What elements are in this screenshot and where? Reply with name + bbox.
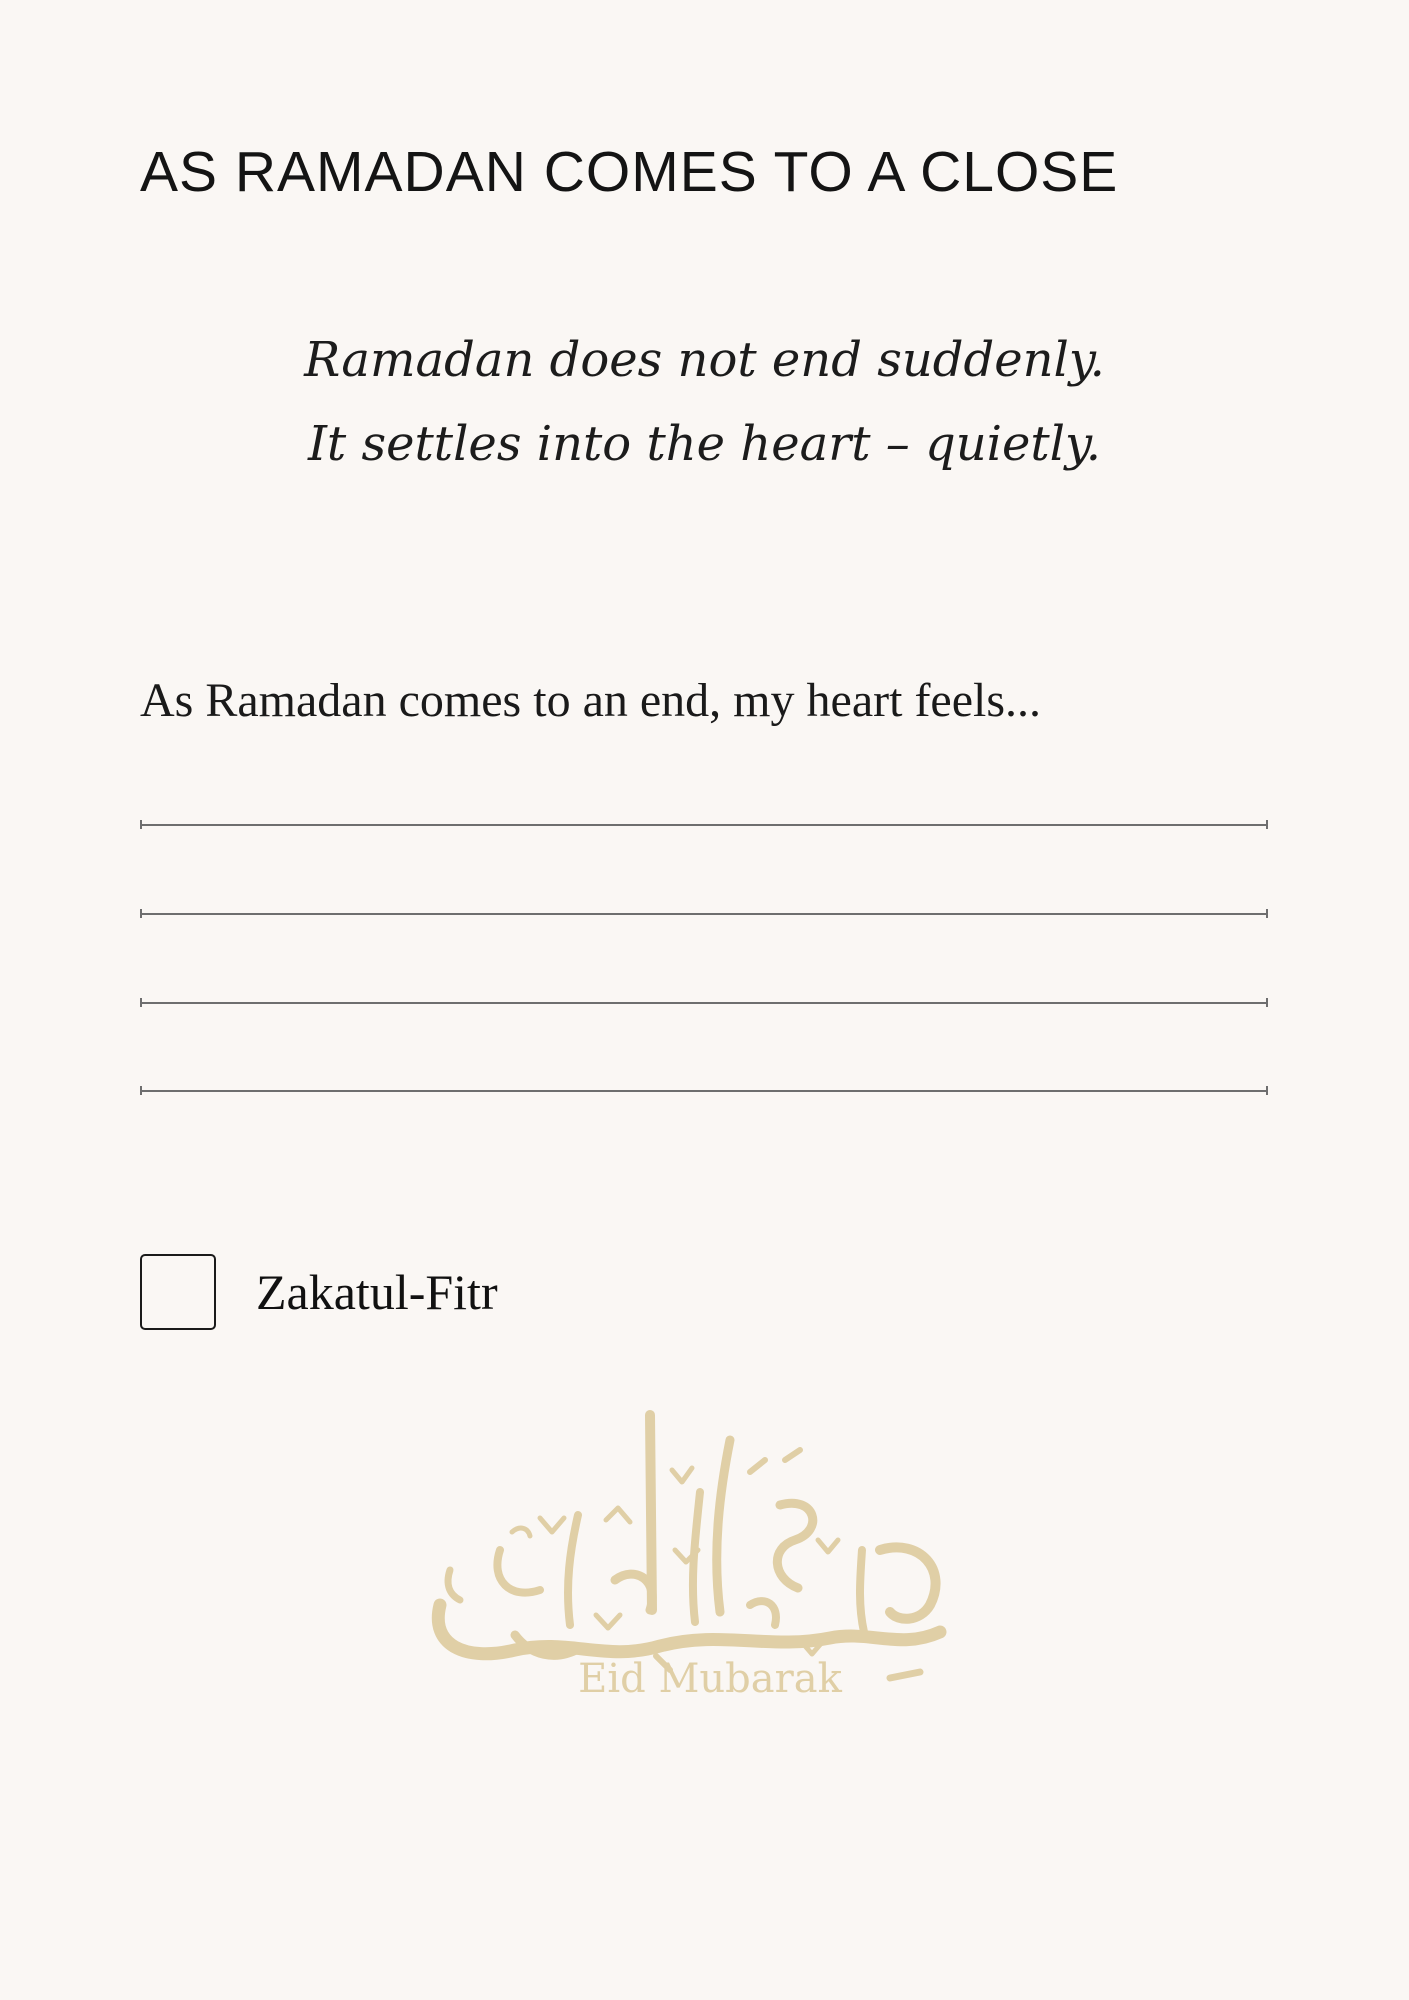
writing-line-4[interactable] [140,1090,1268,1092]
writing-line-1[interactable] [140,824,1268,826]
zakatul-fitr-checkbox[interactable] [140,1254,216,1330]
zakatul-fitr-item[interactable] [140,1254,498,1330]
quote-line-2: It settles into the heart – quietly. [307,416,1102,472]
eid-mubarak-caption: Eid Mubarak [578,1656,842,1702]
arabic-calligraphy [438,1415,940,1678]
quote [0,318,1409,486]
writing-line-3[interactable] [140,1002,1268,1004]
quote-line-1: Ramadan does not end suddenly. [304,332,1105,388]
zakatul-fitr-label: Zakatul-Fitr [256,1264,498,1320]
page-title: AS RAMADAN COMES TO A CLOSE [140,140,1119,204]
writing-line-2[interactable] [140,913,1268,915]
eid-mubarak-logo [420,1400,1000,1720]
journal-prompt: As Ramadan comes to an end, my heart feels... [140,674,1042,727]
